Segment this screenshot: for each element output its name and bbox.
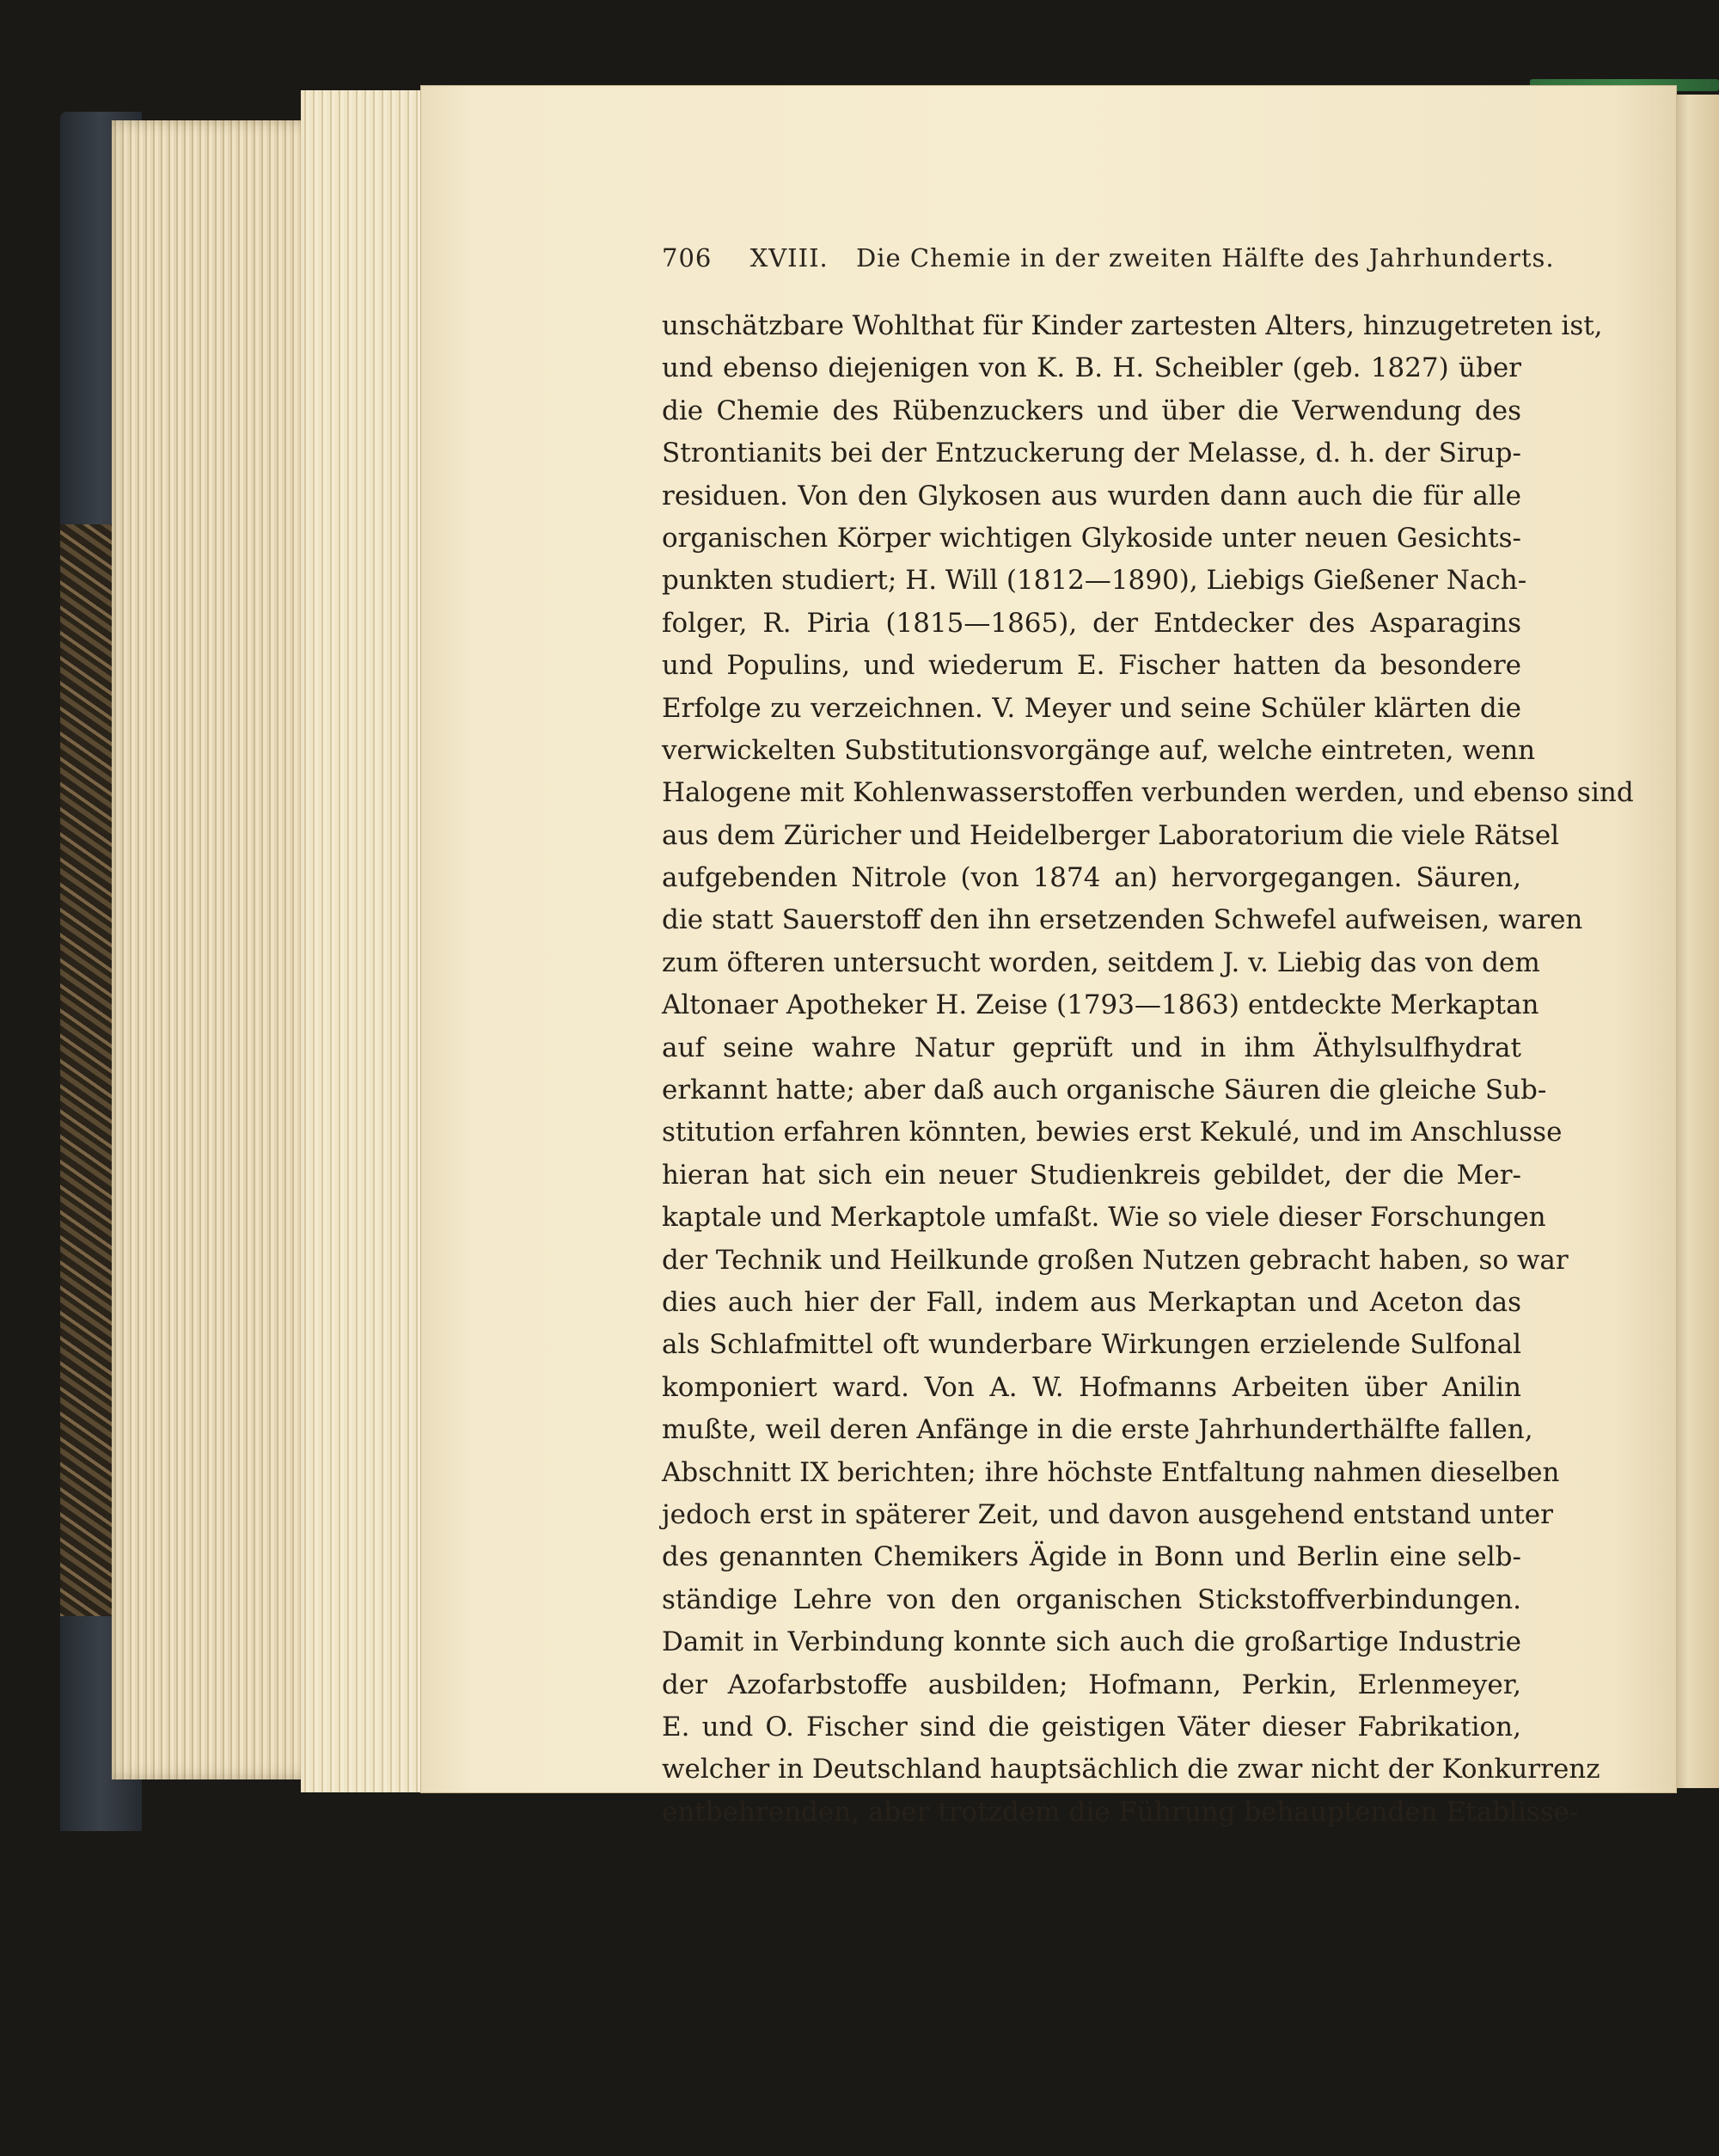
running-head — [662, 243, 1555, 273]
page-number: 706 — [662, 243, 713, 273]
text-line: die statt Sauerstoff den ihn ersetzenden Schwefel aufweisen, waren — [662, 904, 1583, 936]
text-line: E. und O. Fischer sind die geistigen Väter dieser Fabrikation, — [662, 1711, 1521, 1743]
text-line: Abschnitt IX berichten; ihre höchste Entfaltung nahmen dieselben — [662, 1456, 1560, 1488]
text-line: punkten studiert; H. Will (1812—1890), Liebigs Gießener Nach- — [662, 565, 1527, 597]
text-line: des genannten Chemikers Ägide in Bonn und Berlin eine selb- — [662, 1541, 1521, 1573]
text-line: Halogene mit Kohlenwasserstoffen verbunden werden, und ebenso sind — [662, 777, 1634, 809]
text-line: der Technik und Heilkunde großen Nutzen gebracht haben, so war — [662, 1244, 1569, 1276]
text-line: Damit in Verbindung konnte sich auch die großartige Industrie — [662, 1626, 1521, 1658]
text-line: residuen. Von den Glykosen aus wurden dann auch die für alle — [662, 480, 1521, 511]
text-line: entbehrenden, aber trotzdem die Führung behauptenden Etablisse- — [662, 1796, 1579, 1828]
text-line: folger, R. Piria (1815—1865), der Entdecker des Asparagins — [662, 607, 1521, 639]
text-line: ständige Lehre von den organischen Stickstoffverbindungen. — [662, 1583, 1521, 1615]
text-line: welcher in Deutschland hauptsächlich die zwar nicht der Konkurrenz — [662, 1754, 1600, 1785]
text-line: Erfolge zu verzeichnen. V. Meyer und seine Schüler klärten die — [662, 692, 1521, 724]
text-line: hieran hat sich ein neuer Studienkreis gebildet, der die Mer- — [662, 1159, 1521, 1191]
text-line: und Populins, und wiederum E. Fischer hatten da besondere — [662, 650, 1521, 682]
text-line: Strontianits bei der Entzuckerung der Melasse, d. h. der Sirup- — [662, 438, 1521, 469]
text-line: erkannt hatte; aber daß auch organische Säuren die gleiche Sub- — [662, 1075, 1547, 1106]
text-line: unschätzbare Wohlthat für Kinder zartesten Alters, hinzugetreten ist, — [662, 310, 1603, 341]
text-line: auf seine wahre Natur geprüft und in ihm Äthylsulfhydrat — [662, 1032, 1521, 1063]
text-line: dies auch hier der Fall, indem aus Merkaptan und Aceton das — [662, 1286, 1521, 1318]
text-line: der Azofarbstoffe ausbilden; Hofmann, Perkin, Erlenmeyer, — [662, 1669, 1521, 1700]
text-line: aufgebenden Nitrole (von 1874 an) hervorgegangen. Säuren, — [662, 862, 1521, 894]
text-line: aus dem Züricher und Heidelberger Laboratorium die viele Rätsel — [662, 819, 1560, 851]
body-text — [662, 305, 1634, 1834]
text-line: verwickelten Substitutionsvorgänge auf, welche eintreten, wenn — [662, 734, 1536, 766]
text-line: mußte, weil deren Anfänge in die erste Jahrhunderthälfte fallen, — [662, 1414, 1533, 1446]
left-page-stack-inner — [301, 90, 430, 1792]
text-line: die Chemie des Rübenzuckers und über die Verwendung des — [662, 395, 1521, 426]
chapter-number: XVIII. — [749, 243, 829, 273]
text-line: und ebenso diejenigen von K. B. H. Scheibler (geb. 1827) über — [662, 352, 1521, 384]
text-line: komponiert ward. Von A. W. Hofmanns Arbeiten über Anilin — [662, 1371, 1521, 1403]
text-line: jedoch erst in späterer Zeit, und davon ausgehend entstand unter — [662, 1498, 1553, 1530]
text-line: zum öfteren untersucht worden, seitdem J. v. Liebig das von dem — [662, 946, 1540, 978]
text-line: Altonaer Apotheker H. Zeise (1793—1863) entdeckte Merkaptan — [662, 989, 1539, 1021]
text-line: als Schlafmittel oft wunderbare Wirkungen erzielende Sulfonal — [662, 1329, 1521, 1361]
text-line: organischen Körper wichtigen Glykoside unter neuen Gesichts- — [662, 522, 1521, 554]
text-line: stitution erfahren könnten, bewies erst Kekulé, und im Anschlusse — [662, 1117, 1563, 1148]
text-line: kaptale und Merkaptole umfaßt. Wie so viele dieser Forschungen — [662, 1202, 1546, 1234]
running-title: Die Chemie in der zweiten Hälfte des Jahrhunderts. — [855, 243, 1555, 273]
